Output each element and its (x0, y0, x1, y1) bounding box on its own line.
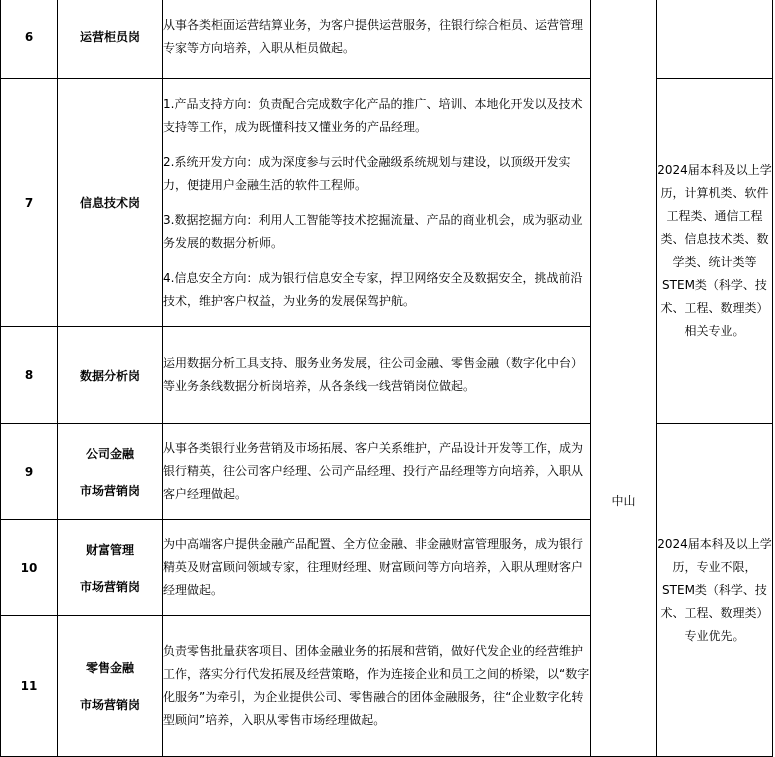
requirement-cell: 2024届本科及以上学历，专业不限，STEM类（科学、技术、工程、数理类）专业优先。 (657, 424, 773, 757)
job-description: 从事各类柜面运营结算业务，为客户提供运营服务，往银行综合柜员、运营管理专家等方向培养，入职从柜员做起。 (163, 0, 591, 79)
table-row (1, 424, 773, 520)
row-number: 10 (1, 520, 58, 616)
position-name: 运营柜员岗 (58, 0, 163, 79)
requirement-cell: 2024届本科及以上学历，计算机类、软件工程类、通信工程类、信息技术类、数学类、统计类等STEM类（科学、技术、工程、数理类）相关专业。 (657, 79, 773, 424)
row-number: 11 (1, 616, 58, 757)
position-name: 信息技术岗 (58, 79, 163, 327)
job-description: 运用数据分析工具支持、服务业务发展，往公司金融、零售金融（数字化中台）等业务条线数据分析岗培养，从各条线一线营销岗位做起。 (163, 327, 591, 424)
table-row (1, 79, 773, 327)
location-cell (591, 0, 657, 757)
position-name: 公司金融 市场营销岗 (58, 424, 163, 520)
row-number: 8 (1, 327, 58, 424)
job-description: 1.产品支持方向：负责配合完成数字化产品的推广、培训、本地化开发以及技术支持等工作，成为既懂科技又懂业务的产品经理。 2.系统开发方向：成为深度参与云时代金融级系统规划与建设，以顶级开发实力，便捷用户金融生活的软件工程师。 3.数据挖掘方向：利用人工智能等技术挖掘流量、产品的商业机会，成为驱动业务发展的数据分析师。 4.信息安全方向：成为银行信息安全专家，捍卫网络安全及数据安全，挑战前沿技术，维护客户权益，为业务的发展保驾护航。 (163, 79, 591, 327)
row-number: 7 (1, 79, 58, 327)
position-name: 数据分析岗 (58, 327, 163, 424)
row-number: 9 (1, 424, 58, 520)
row-number: 6 (1, 0, 58, 79)
location-text: 中山 (611, 494, 636, 508)
position-name: 零售金融 市场营销岗 (58, 616, 163, 757)
job-description: 从事各类银行业务营销及市场拓展、客户关系维护，产品设计开发等工作，成为银行精英，往公司客户经理、公司产品经理、投行产品经理等方向培养，入职从客户经理做起。 (163, 424, 591, 520)
job-description: 为中高端客户提供金融产品配置、全方位金融、非金融财富管理服务，成为银行精英及财富顾问领域专家，往理财经理、财富顾问等方向培养，入职从理财客户经理做起。 (163, 520, 591, 616)
requirement-empty-cell (657, 0, 773, 79)
position-name: 财富管理 市场营销岗 (58, 520, 163, 616)
job-description: 负责零售批量获客项目、团体金融业务的拓展和营销，做好代发企业的经营维护工作，落实分行代发拓展及经营策略，作为连接企业和员工之间的桥梁，以“数字化服务”为牵引，为企业提供公司、零售融合的团体金融服务，往“企业数字化转型顾问”培养，入职从零售市场经理做起。 (163, 616, 591, 757)
table-row (1, 0, 773, 79)
